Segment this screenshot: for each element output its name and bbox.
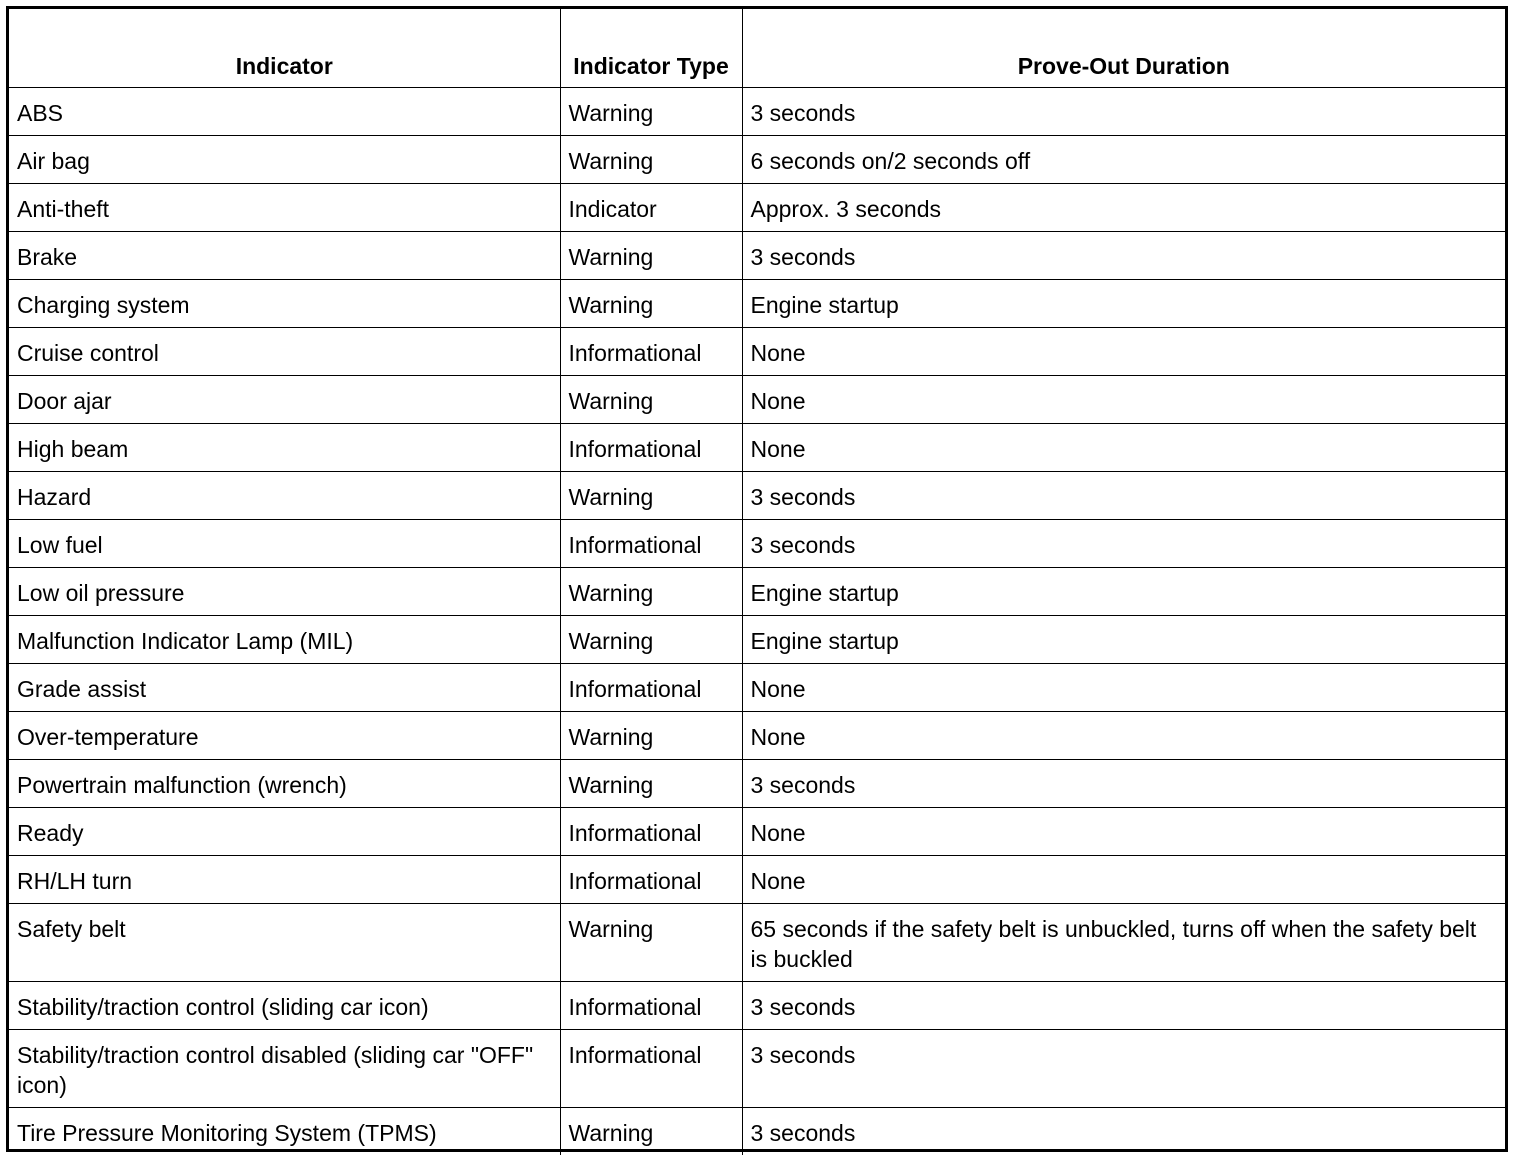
cell-type: Informational — [560, 855, 742, 903]
table-row — [9, 87, 1505, 135]
cell-indicator: Cruise control — [9, 327, 560, 375]
table-row — [9, 183, 1505, 231]
cell-type: Warning — [560, 279, 742, 327]
table-row — [9, 567, 1505, 615]
cell-indicator: RH/LH turn — [9, 855, 560, 903]
cell-indicator: Tire Pressure Monitoring System (TPMS) — [9, 1107, 560, 1155]
cell-duration: 3 seconds — [742, 1107, 1505, 1155]
cell-duration: Engine startup — [742, 279, 1505, 327]
cell-duration: Approx. 3 seconds — [742, 183, 1505, 231]
header-prove-out-duration: Prove-Out Duration — [742, 9, 1505, 87]
cell-indicator: Charging system — [9, 279, 560, 327]
cell-duration: None — [742, 663, 1505, 711]
cell-indicator: Malfunction Indicator Lamp (MIL) — [9, 615, 560, 663]
header-indicator: Indicator — [9, 9, 560, 87]
table-row — [9, 663, 1505, 711]
cell-duration: 65 seconds if the safety belt is unbuckled, turns off when the safety belt is buckled — [742, 903, 1505, 981]
cell-indicator: Stability/traction control (sliding car icon) — [9, 981, 560, 1029]
cell-duration: 3 seconds — [742, 981, 1505, 1029]
cell-type: Warning — [560, 471, 742, 519]
cell-indicator: Air bag — [9, 135, 560, 183]
cell-duration: 3 seconds — [742, 759, 1505, 807]
table-row — [9, 327, 1505, 375]
cell-indicator: Over-temperature — [9, 711, 560, 759]
table-row — [9, 471, 1505, 519]
cell-type: Warning — [560, 567, 742, 615]
table-row — [9, 903, 1505, 981]
cell-indicator: Anti-theft — [9, 183, 560, 231]
cell-duration: 3 seconds — [742, 1029, 1505, 1107]
table-row — [9, 423, 1505, 471]
cell-type: Informational — [560, 981, 742, 1029]
cell-type: Indicator — [560, 183, 742, 231]
table-row — [9, 279, 1505, 327]
cell-duration: None — [742, 327, 1505, 375]
table-row — [9, 519, 1505, 567]
cell-type: Warning — [560, 135, 742, 183]
header-indicator-type: Indicator Type — [560, 9, 742, 87]
cell-type: Informational — [560, 1029, 742, 1107]
table-row — [9, 1029, 1505, 1107]
table-row — [9, 807, 1505, 855]
table-row — [9, 759, 1505, 807]
cell-duration: 3 seconds — [742, 519, 1505, 567]
cell-duration: None — [742, 807, 1505, 855]
cell-duration: None — [742, 375, 1505, 423]
cell-type: Informational — [560, 327, 742, 375]
cell-indicator: Brake — [9, 231, 560, 279]
table-row — [9, 375, 1505, 423]
cell-indicator: Low oil pressure — [9, 567, 560, 615]
table-row — [9, 855, 1505, 903]
cell-type: Warning — [560, 1107, 742, 1155]
table-header-row — [9, 9, 1505, 87]
cell-indicator: Powertrain malfunction (wrench) — [9, 759, 560, 807]
cell-type: Warning — [560, 759, 742, 807]
cell-type: Warning — [560, 231, 742, 279]
cell-indicator: Hazard — [9, 471, 560, 519]
cell-duration: 3 seconds — [742, 87, 1505, 135]
table-row — [9, 711, 1505, 759]
table-row — [9, 1107, 1505, 1155]
cell-type: Warning — [560, 903, 742, 981]
table-row — [9, 981, 1505, 1029]
table-row — [9, 135, 1505, 183]
cell-type: Informational — [560, 807, 742, 855]
cell-duration: Engine startup — [742, 567, 1505, 615]
cell-duration: None — [742, 423, 1505, 471]
cell-type: Informational — [560, 423, 742, 471]
cell-indicator: ABS — [9, 87, 560, 135]
cell-indicator: Grade assist — [9, 663, 560, 711]
cell-duration: 3 seconds — [742, 231, 1505, 279]
indicator-table-frame — [6, 6, 1508, 1152]
cell-indicator: Safety belt — [9, 903, 560, 981]
cell-duration: 3 seconds — [742, 471, 1505, 519]
cell-indicator: High beam — [9, 423, 560, 471]
cell-type: Warning — [560, 87, 742, 135]
indicator-table — [9, 9, 1505, 1155]
cell-indicator: Door ajar — [9, 375, 560, 423]
cell-type: Informational — [560, 663, 742, 711]
cell-type: Informational — [560, 519, 742, 567]
cell-indicator: Stability/traction control disabled (sliding car "OFF" icon) — [9, 1029, 560, 1107]
cell-type: Warning — [560, 615, 742, 663]
cell-duration: Engine startup — [742, 615, 1505, 663]
table-row — [9, 615, 1505, 663]
cell-duration: 6 seconds on/2 seconds off — [742, 135, 1505, 183]
cell-duration: None — [742, 711, 1505, 759]
cell-type: Warning — [560, 711, 742, 759]
table-row — [9, 231, 1505, 279]
cell-type: Warning — [560, 375, 742, 423]
cell-duration: None — [742, 855, 1505, 903]
cell-indicator: Ready — [9, 807, 560, 855]
cell-indicator: Low fuel — [9, 519, 560, 567]
